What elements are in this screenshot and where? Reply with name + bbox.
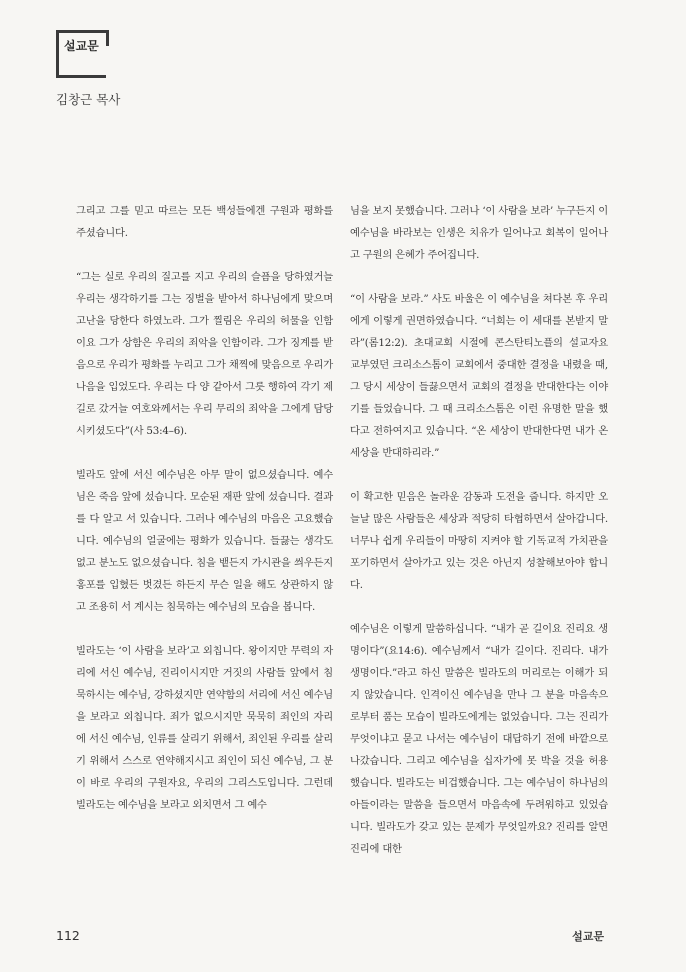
section-label: 설교문 bbox=[64, 39, 99, 53]
paragraph: 님을 보지 못했습니다. 그러나 ‘이 사람을 보라’ 누구든지 이 예수님을 바라보는 인생은 치유가 일어나고 회복이 일어나고 구원의 은혜가 주어집니다. bbox=[350, 205, 608, 261]
author-name: 김창근 목사 bbox=[56, 92, 121, 107]
paragraph: 빌라도는 ‘이 사람을 보라’고 외칩니다. 왕이지만 무력의 자리에 서신 예수님, 진리이시지만 거짓의 사람들 앞에서 침묵하시는 예수님, 강하셨지만 연약함의 서리에 서신 예수님을 보라고 외칩니다. 죄가 없으시지만 묵묵히 죄인의 자리에 서신 예수님, 인류를 살리기 위해서, 죄인된 우리를 살리기 위해서 스스로 연약해지시고 죄인이 되신 예수님, 그 분이 바로 우리의 구원자요, 우리의 그리스도입니다. 그런데 빌라도는 예수님을 보라고 외치면서 그 예수 bbox=[76, 645, 333, 811]
page-number: 112 bbox=[56, 928, 80, 943]
right-column bbox=[350, 200, 608, 882]
paragraph: 이 확고한 믿음은 놀라운 감동과 도전을 줍니다. 하지만 오늘날 많은 사람들은 세상과 적당히 타협하면서 살아갑니다. 너무나 쉽게 우리들이 마땅히 지켜야 할 기독교적 가치관을 포기하면서 살아가고 있는 것은 아닌지 성찰해보아야 합니다. bbox=[350, 491, 608, 591]
scripture-quote: “그는 실로 우리의 질고를 지고 우리의 슬픔을 당하였거늘 우리는 생각하기를 그는 징벌을 받아서 하나님에게 맞으며 고난을 당한다 하였노라. 그가 찔림은 우리의 허물을 인함이요 그가 상함은 우리의 죄악을 인함이라. 그가 징계를 받음으로 우리가 평화를 누리고 그가 채찍에 맞음으로 우리가 나음을 입었도다. 우리는 다 양 같아서 그릇 행하여 각기 제 길로 갔거늘 여호와께서는 우리 무리의 죄악을 그에게 담당시키셨도다”(사 53:4–6). bbox=[76, 271, 333, 437]
paragraph: 예수님은 이렇게 말씀하십니다. “내가 곧 길이요 진리요 생명이다”(요14:6). 예수님께서 “내가 길이다. 진리다. 내가 생명이다.”라고 하신 말씀은 빌라도의 머리로는 이해가 되지 않았습니다. 인격이신 예수님을 만나 그 분을 마음속으로부터 품는 모습이 빌라도에게는 없었습니다. 그는 진리가 무엇이냐고 묻고 나서는 예수님이 대답하기 전에 바깥으로 나갔습니다. 그리고 예수님을 십자가에 못 박을 것을 허용했습니다. 빌라도는 비겁했습니다. 그는 예수님이 하나님의 아들이라는 말씀을 들으면서 마음속에 두려워하고 있었습니다. 빌라도가 갖고 있는 문제가 무엇일까요? 진리를 알면 진리에 대한 bbox=[350, 623, 608, 855]
paragraph: “이 사람을 보라.” 사도 바울은 이 예수님을 쳐다본 후 우리에게 이렇게 권면하였습니다. “너희는 이 세대를 본받지 말라”(롬12:2). 초대교회 시절에 콘스탄티노플의 설교자요 교부였던 크리소스톰이 교회에서 중대한 결정을 내렸을 때, 그 당시 세상이 들끓으면서 교회의 결정을 반대한다는 이야기를 들었습니다. 그 때 크리소스톰은 이런 유명한 말을 했다고 전하여지고 있습니다. “온 세상이 반대한다면 내가 온 세상을 반대하리라.” bbox=[350, 293, 608, 459]
footer-section-label: 설교문 bbox=[572, 930, 604, 943]
left-column bbox=[76, 200, 333, 838]
paragraph: 그리고 그를 믿고 따르는 모든 백성들에겐 구원과 평화를 주셨습니다. bbox=[76, 205, 333, 239]
paragraph: 빌라도 앞에 서신 예수님은 아무 말이 없으셨습니다. 예수님은 죽음 앞에 섰습니다. 모순된 재판 앞에 섰습니다. 결과를 다 알고 서 있습니다. 그러나 예수님의 마음은 고요했습니다. 예수님의 얼굴에는 평화가 있습니다. 들끓는 생각도 없고 분노도 없으셨습니다. 침을 뱉든지 가시관을 씌우든지 홍포를 입혔든 벗겼든 하든지 무슨 일을 해도 상관하지 않고 조용히 서 계시는 침묵하는 예수님의 모습을 봅니다. bbox=[76, 469, 333, 613]
